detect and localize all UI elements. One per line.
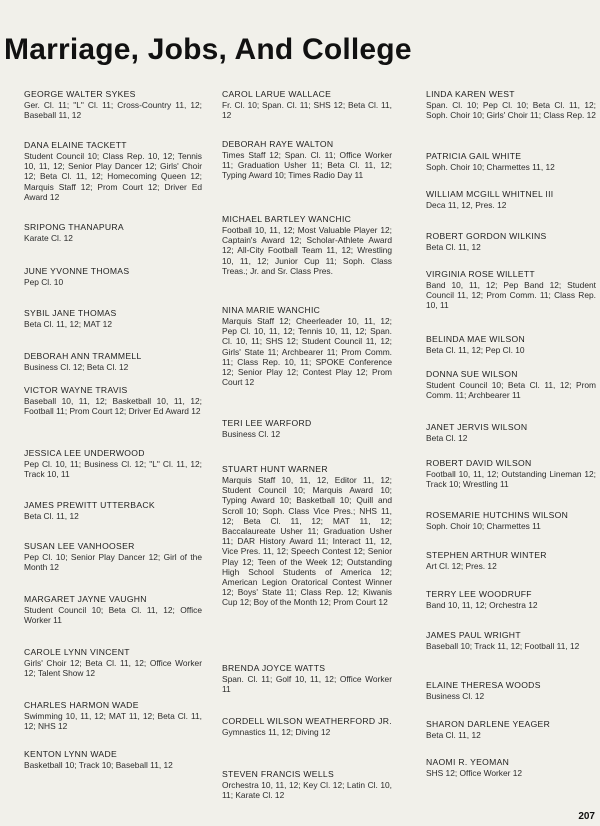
student-name: JUNE YVONNE THOMAS: [24, 266, 130, 276]
student-entry: [24, 89, 202, 120]
student-name: BRENDA JOYCE WATTS: [222, 663, 326, 673]
student-name: SYBIL JANE THOMAS: [24, 308, 117, 318]
student-activities: Orchestra 10, 11, 12; Key Cl. 12; Latin Cl. 10, 11; Karate Cl. 12: [222, 780, 392, 801]
student-activities: Beta Cl. 11, 12: [426, 242, 481, 252]
student-activities: Span. Cl. 11; Golf 10, 11, 12; Office Worker 11: [222, 674, 392, 695]
student-entry: [24, 647, 202, 678]
student-activities: Student Council 10; Beta Cl. 11, 12; Office Worker 11: [24, 605, 202, 626]
student-name: ROSEMARIE HUTCHINS WILSON: [426, 510, 569, 520]
student-name: JAMES PAUL WRIGHT: [426, 630, 521, 640]
student-name: TERI LEE WARFORD: [222, 418, 312, 428]
student-entry: [222, 418, 392, 439]
student-entry: [24, 541, 202, 572]
student-name: JANET JERVIS WILSON: [426, 422, 528, 432]
student-activities: Football 10, 11, 12; Outstanding Lineman 12; Track 10; Wrestling 11: [426, 469, 596, 490]
student-name: DEBORAH RAYE WALTON: [222, 139, 334, 149]
student-entry: [426, 89, 596, 120]
student-entry: [24, 500, 202, 521]
student-activities: Ger. Cl. 11; "L" Cl. 11; Cross-Country 11, 12; Baseball 11, 12: [24, 100, 202, 121]
page-number: 207: [578, 811, 595, 822]
student-name: SUSAN LEE VANHOOSER: [24, 541, 135, 551]
student-entry: [24, 448, 202, 479]
student-entry: [222, 464, 392, 608]
student-entry: [426, 589, 596, 610]
student-name: KENTON LYNN WADE: [24, 749, 117, 759]
student-entry: [222, 139, 392, 181]
student-entry: [24, 308, 202, 329]
page-title: Marriage, Jobs, And College: [4, 33, 412, 66]
student-name: STUART HUNT WARNER: [222, 464, 328, 474]
student-name: DONNA SUE WILSON: [426, 369, 518, 379]
student-entry: [426, 269, 596, 311]
student-name: VIRGINIA ROSE WILLETT: [426, 269, 535, 279]
student-name: WILLIAM MCGILL WHITNEL III: [426, 189, 554, 199]
student-activities: Business Cl. 12; Beta Cl. 12: [24, 362, 129, 372]
student-name: CAROL LARUE WALLACE: [222, 89, 332, 99]
student-entry: [24, 222, 202, 243]
student-name: SHARON DARLENE YEAGER: [426, 719, 551, 729]
student-entry: [222, 769, 392, 800]
student-entry: [426, 510, 596, 531]
student-activities: Football 10, 11, 12; Most Valuable Player 12; Captain's Award 12; Scholar-Athlete Award 12; All-City Football Team 11, 12; Wrestling 10, 11, 12; Junior Cup 11; Soph. Class Treas.; Jr. and Sr. Class Pres.: [222, 225, 392, 276]
student-activities: Karate Cl. 12: [24, 233, 73, 243]
student-entry: [426, 719, 596, 740]
student-name: PATRICIA GAIL WHITE: [426, 151, 522, 161]
student-activities: Beta Cl. 11, 12; Pep Cl. 10: [426, 345, 525, 355]
student-name: JESSICA LEE UNDERWOOD: [24, 448, 145, 458]
student-activities: Span. Cl. 10; Pep Cl. 10; Beta Cl. 11, 12; Soph. Choir 10; Girls' Choir 11; Class Rep. 12: [426, 100, 596, 121]
student-activities: Girls' Choir 12; Beta Cl. 11, 12; Office Worker 12; Talent Show 12: [24, 658, 202, 679]
student-name: JAMES PREWITT UTTERBACK: [24, 500, 155, 510]
student-entry: [222, 716, 392, 737]
student-entry: [222, 305, 392, 387]
student-entry: [24, 700, 202, 731]
student-activities: Deca 11, 12, Pres. 12: [426, 200, 507, 210]
student-name: SRIPONG THANAPURA: [24, 222, 124, 232]
student-entry: [426, 630, 596, 651]
student-activities: Soph. Choir 10; Charmettes 11: [426, 521, 541, 531]
student-entry: [426, 422, 596, 443]
student-name: STEVEN FRANCIS WELLS: [222, 769, 335, 779]
student-entry: [222, 89, 392, 120]
student-activities: Pep Cl. 10: [24, 277, 64, 287]
student-name: ROBERT DAVID WILSON: [426, 458, 532, 468]
student-entry: [426, 334, 596, 355]
student-entry: [426, 151, 596, 172]
student-entry: [24, 351, 202, 372]
student-activities: Art Cl. 12; Pres. 12: [426, 561, 497, 571]
student-activities: Business Cl. 12: [426, 691, 485, 701]
student-name: GEORGE WALTER SYKES: [24, 89, 136, 99]
student-entry: [426, 189, 596, 210]
student-activities: Gymnastics 11, 12; Diving 12: [222, 727, 331, 737]
student-entry: [222, 663, 392, 694]
student-activities: Beta Cl. 11, 12; MAT 12: [24, 319, 112, 329]
student-activities: Pep Cl. 10; Senior Play Dancer 12; Girl of the Month 12: [24, 552, 202, 573]
student-entry: [426, 458, 596, 489]
student-activities: Pep Cl. 10, 11; Business Cl. 12; "L" Cl. 11, 12; Track 10, 11: [24, 459, 202, 480]
student-activities: Swimming 10, 11, 12; MAT 11, 12; Beta Cl. 11, 12; NHS 12: [24, 711, 202, 732]
student-name: TERRY LEE WOODRUFF: [426, 589, 532, 599]
student-activities: Times Staff 12; Span. Cl. 11; Office Worker 11; Graduation Usher 11; Beta Cl. 11, 12; Typing Award 10; Times Radio Day 11: [222, 150, 392, 181]
student-entry: [24, 266, 202, 287]
student-name: DEBORAH ANN TRAMMELL: [24, 351, 142, 361]
student-activities: Baseball 10, 11, 12; Basketball 10, 11, 12; Football 11; Prom Court 12; Driver Ed Award 12: [24, 396, 202, 417]
student-activities: Fr. Cl. 10; Span. Cl. 11; SHS 12; Beta Cl. 11, 12: [222, 100, 392, 121]
student-entry: [426, 680, 596, 701]
student-name: NINA MARIE WANCHIC: [222, 305, 321, 315]
student-entry: [426, 757, 596, 778]
student-activities: Band 10, 11, 12; Pep Band 12; Student Council 11, 12; Prom Comm. 11; Class Rep. 10, 11: [426, 280, 596, 311]
student-name: STEPHEN ARTHUR WINTER: [426, 550, 547, 560]
student-entry: [24, 385, 202, 416]
student-activities: Beta Cl. 11, 12: [24, 511, 79, 521]
student-activities: SHS 12; Office Worker 12: [426, 768, 523, 778]
student-activities: Business Cl. 12: [222, 429, 281, 439]
student-activities: Marquis Staff 10, 11, 12, Editor 11, 12; Student Council 10; Marquis Award 10; Typing Award 10; Basketball 10; Quill and Scroll 10; Soph. Class Vice Pres.; NHS 11, 12; Beta Cl. 11, 12; MAT 11, 12; Baccalaureate Usher 11; Graduation Usher 11; DAR History Award 11; Interact 11, 12, Vice Pres. 11, 12; Speech Contest 12; Senior Play 12; Teen of the Week 12; Outstanding High School Students of America 12; American Legion Oratorical Contest Winner 12; Boys' State 11; Class Rep. 12; Kiwanis Cup 12; Boy of the Month 12; Prom Court 12: [222, 475, 392, 608]
student-name: CORDELL WILSON WEATHERFORD JR.: [222, 716, 392, 726]
student-name: DANA ELAINE TACKETT: [24, 140, 127, 150]
student-entry: [426, 369, 596, 400]
student-activities: Beta Cl. 11, 12: [426, 730, 481, 740]
student-name: MARGARET JAYNE VAUGHN: [24, 594, 147, 604]
student-activities: Soph. Choir 10; Charmettes 11, 12: [426, 162, 555, 172]
student-activities: Student Council 10; Class Rep. 10, 12; Tennis 10, 11, 12; Senior Play Dancer 12; Girls' Choir 12; Beta Cl. 11, 12; Homecoming Queen 12; Marquis Staff 12; Prom Court 12; Driver Ed Award 12: [24, 151, 202, 202]
student-name: ELAINE THERESA WOODS: [426, 680, 541, 690]
student-entry: [426, 231, 596, 252]
student-activities: Band 10, 11, 12; Orchestra 12: [426, 600, 538, 610]
student-activities: Student Council 10; Beta Cl. 11, 12; Prom Comm. 11; Archbearer 11: [426, 380, 596, 401]
student-entry: [24, 140, 202, 202]
student-activities: Baseball 10; Track 11, 12; Football 11, 12: [426, 641, 580, 651]
student-name: CHARLES HARMON WADE: [24, 700, 139, 710]
student-name: ROBERT GORDON WILKINS: [426, 231, 547, 241]
student-entry: [24, 749, 202, 770]
student-name: LINDA KAREN WEST: [426, 89, 515, 99]
student-name: BELINDA MAE WILSON: [426, 334, 525, 344]
student-activities: Marquis Staff 12; Cheerleader 10, 11, 12; Pep Cl. 10, 11, 12; Tennis 10, 11, 12; Span. Cl. 10, 11; SHS 12; Student Council 11, 12; Girls' State 11; Archbearer 11; Prom Comm. 11; Class Rep. 10, 11; SPOKE Conference 12; Senior Play 12; Contest Play 12; Prom Court 12: [222, 316, 392, 388]
student-activities: Beta Cl. 12: [426, 433, 468, 443]
student-entry: [24, 594, 202, 625]
student-entry: [426, 550, 596, 571]
student-name: NAOMI R. YEOMAN: [426, 757, 510, 767]
student-activities: Basketball 10; Track 10; Baseball 11, 12: [24, 760, 173, 770]
student-name: MICHAEL BARTLEY WANCHIC: [222, 214, 352, 224]
student-name: VICTOR WAYNE TRAVIS: [24, 385, 128, 395]
student-name: CAROLE LYNN VINCENT: [24, 647, 130, 657]
student-entry: [222, 214, 392, 276]
